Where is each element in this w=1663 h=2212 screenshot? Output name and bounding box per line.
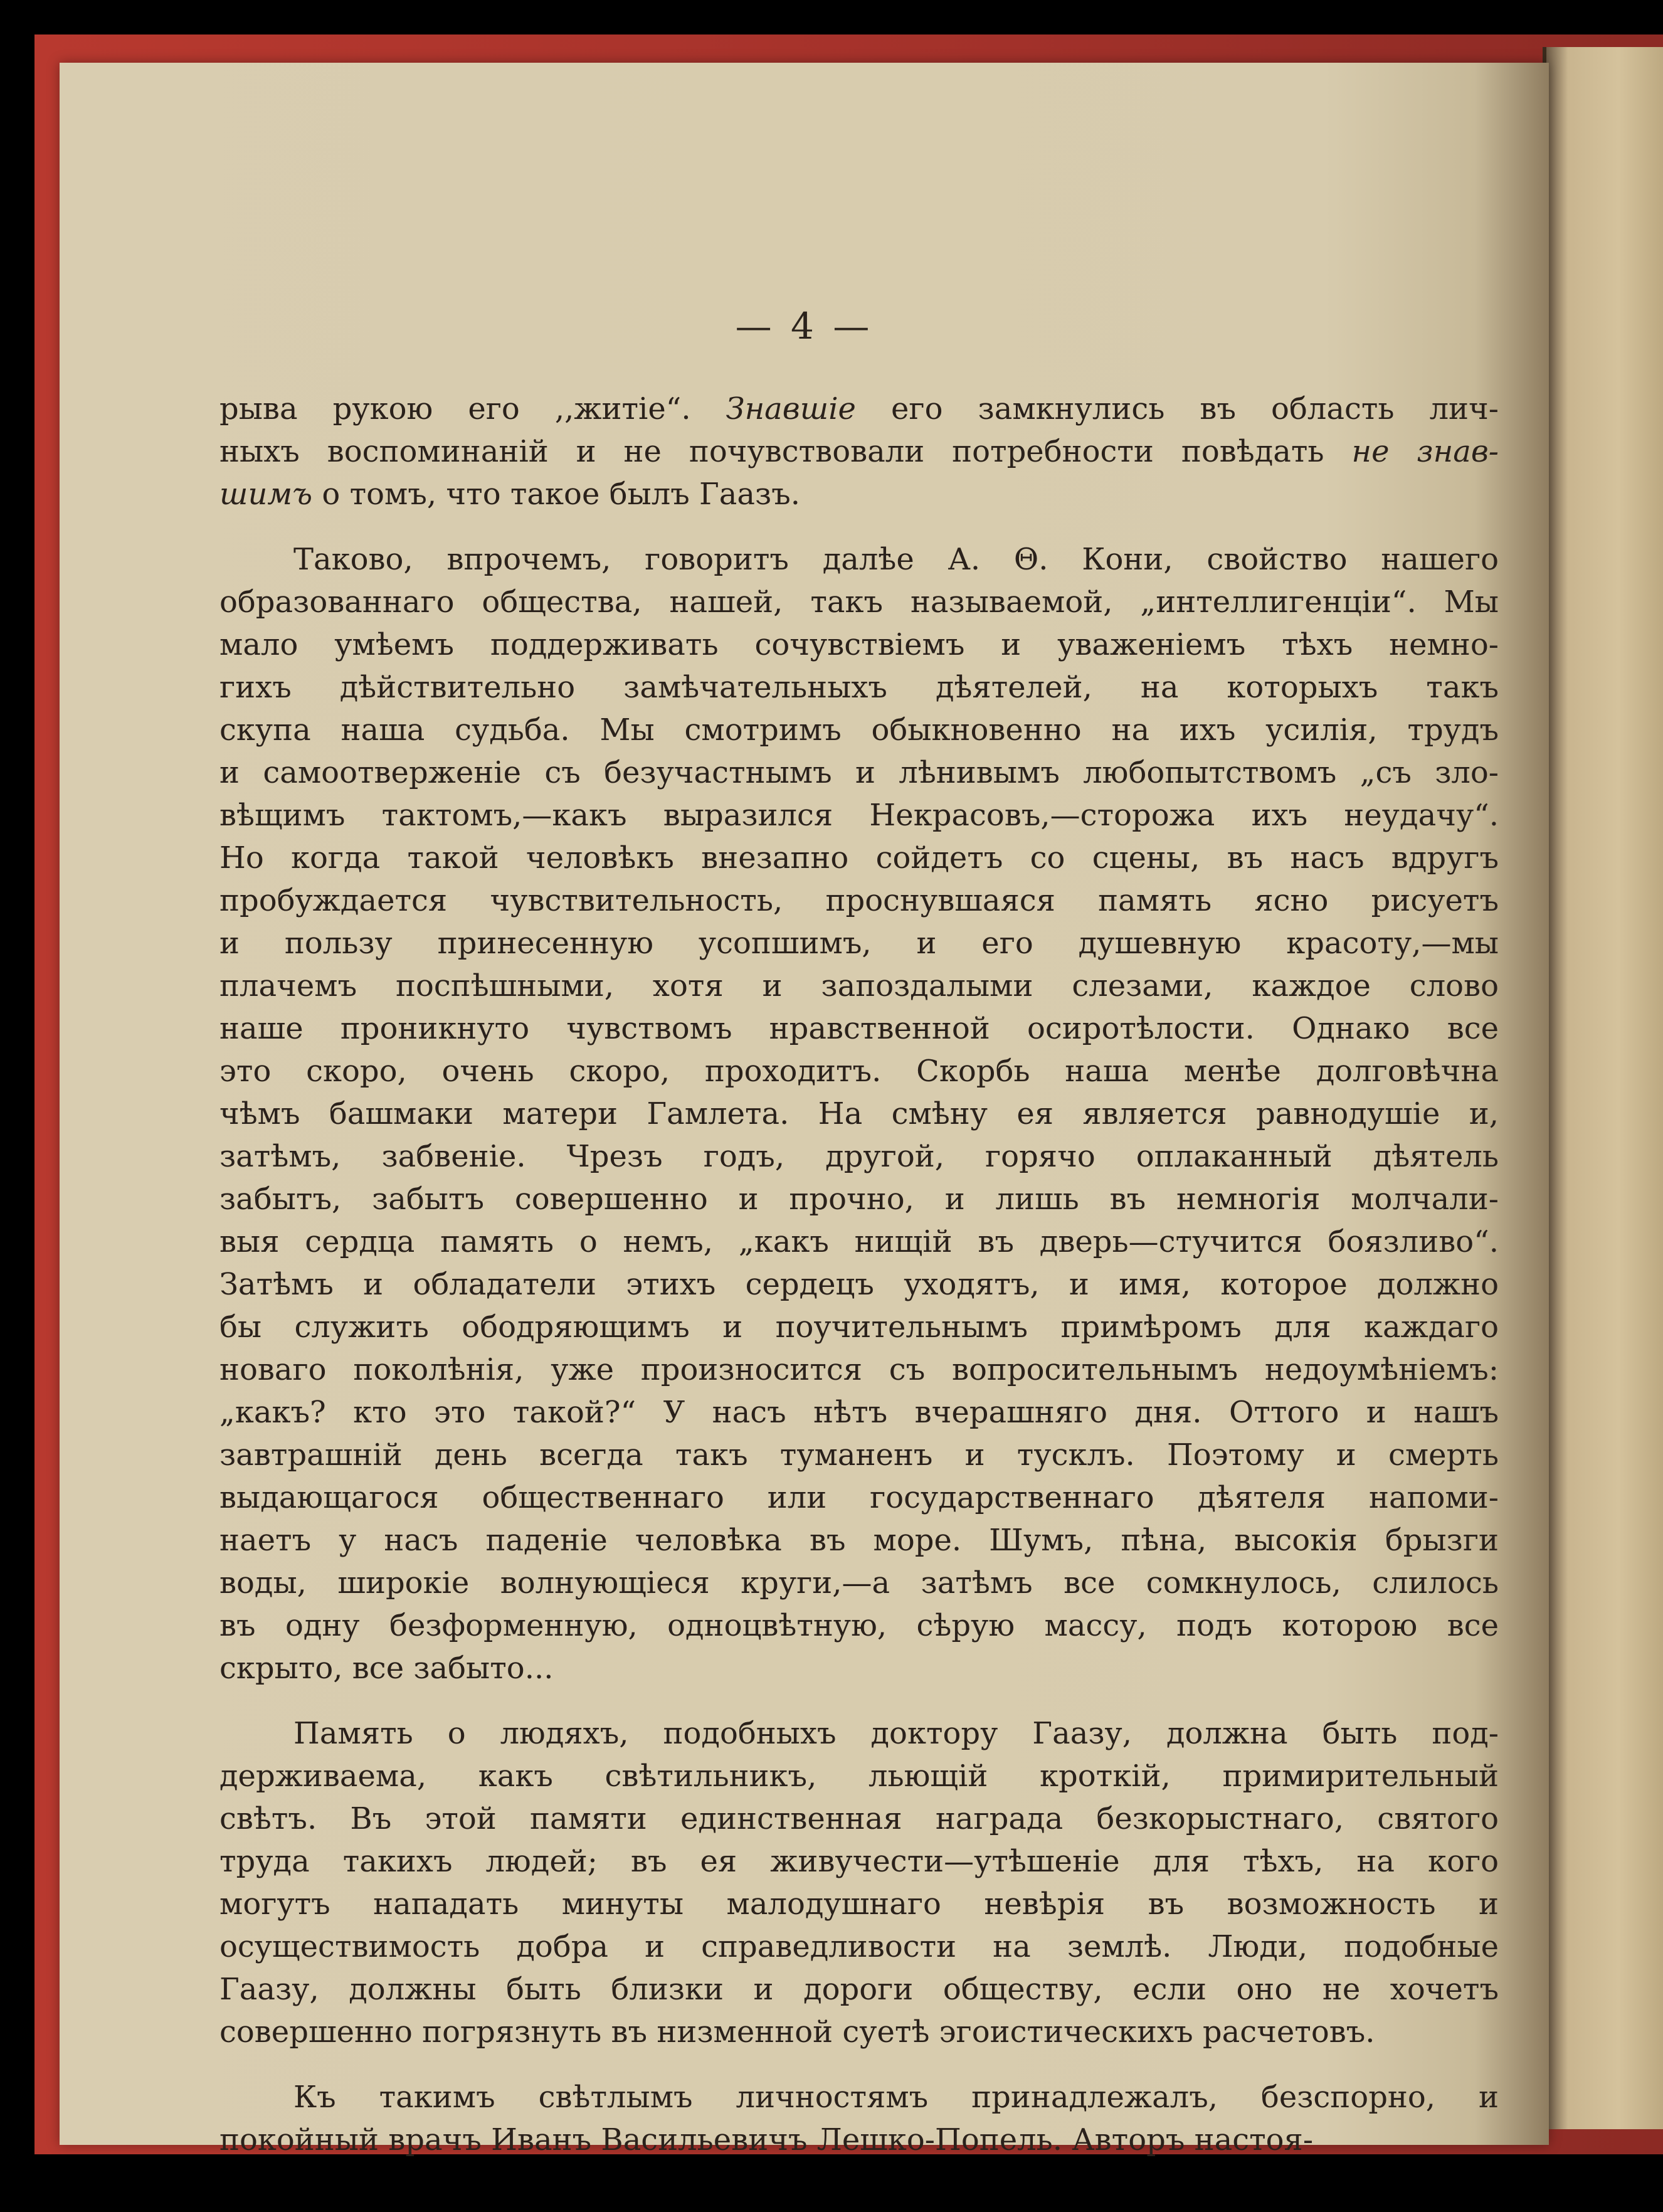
text-line — [219, 666, 1499, 709]
text-line — [219, 1348, 1499, 1391]
text-line — [219, 1712, 1499, 1755]
page-number: — 4 — — [735, 305, 874, 347]
text-run: рыва рукою его ,,житіе“. — [219, 391, 726, 426]
text-line — [219, 922, 1499, 965]
text-run: плачемъ поспѣшными, хотя и запоздалыми слезами, каждое слово — [219, 968, 1499, 1003]
text-run: держиваема, какъ свѣтильникъ, льющій кроткій, примирительный — [219, 1759, 1499, 1794]
paragraph — [219, 388, 1499, 516]
facing-page-edge — [1543, 47, 1663, 2129]
text-run: Таково, впрочемъ, говоритъ далѣе А. Θ. Кони, свойство нашего — [293, 542, 1499, 577]
text-run: гихъ дѣйствительно замѣчательныхъ дѣятелей, на которыхъ такъ — [219, 670, 1499, 705]
text-line — [219, 709, 1499, 751]
text-run: затѣмъ, забвеніе. Чрезъ годъ, другой, горячо оплаканный дѣятель — [219, 1139, 1499, 1174]
text-run: выя сердца память о немъ, „какъ нищій въ дверь—стучится боязливо“. — [219, 1224, 1499, 1259]
text-line — [219, 1797, 1499, 1840]
text-run: наше проникнуто чувствомъ нравственной осиротѣлости. Однако все — [219, 1011, 1499, 1046]
text-line — [219, 1755, 1499, 1797]
text-line — [219, 623, 1499, 666]
text-line — [219, 837, 1499, 879]
text-run: Память о людяхъ, подобныхъ доктору Гаазу, должна быть под- — [293, 1716, 1499, 1751]
book-page — [60, 63, 1549, 2157]
text-line — [219, 1519, 1499, 1562]
text-line — [219, 965, 1499, 1007]
text-run: чѣмъ башмаки матери Гамлета. На смѣну ея является равнодушіе и, — [219, 1096, 1499, 1131]
text-line — [219, 1476, 1499, 1519]
text-run: Затѣмъ и обладатели этихъ сердецъ уходятъ, и имя, которое должно — [219, 1267, 1499, 1302]
text-run: завтрашній день всегда такъ туманенъ и тусклъ. Поэтому и смерть — [219, 1437, 1499, 1473]
text-line — [219, 1135, 1499, 1178]
text-line — [219, 1647, 1499, 1690]
text-line — [219, 751, 1499, 794]
text-run: могутъ нападать минуты малодушнаго невѣрія въ возможность и — [219, 1887, 1499, 1922]
text-run: мало умѣемъ поддерживать сочувствіемъ и уваженіемъ тѣхъ немно- — [219, 627, 1499, 662]
text-run: „какъ? кто это такой?“ У насъ нѣтъ вчерашняго дня. Оттого и нашъ — [219, 1395, 1499, 1430]
paragraph-gap — [219, 516, 1499, 538]
paragraph-gap — [219, 2053, 1499, 2076]
text-line — [219, 2076, 1499, 2119]
text-line — [219, 1306, 1499, 1348]
text-run: вѣщимъ тактомъ,—какъ выразился Некрасовъ,—сторожа ихъ неудачу“. — [219, 798, 1499, 833]
text-run: свѣтъ. Въ этой памяти единственная награда безкорыстнаго, святого — [219, 1801, 1499, 1836]
italic-text-run: не знав- — [1351, 434, 1499, 469]
text-run: въ одну безформенную, одноцвѣтную, сѣрую массу, подъ которою все — [219, 1608, 1499, 1643]
text-line — [219, 1434, 1499, 1476]
paragraph-gap — [219, 1690, 1499, 1712]
text-run: пробуждается чувствительность, проснувшаяся память ясно рисуетъ — [219, 883, 1499, 918]
text-run: воды, широкіе волнующіеся круги,—а затѣмъ все сомкнулось, слилось — [219, 1565, 1499, 1601]
text-line — [219, 1093, 1499, 1135]
text-line — [219, 794, 1499, 837]
body-text — [219, 388, 1499, 2161]
text-run: новаго поколѣнія, уже произносится съ вопросительнымъ недоумѣніемъ: — [219, 1352, 1499, 1387]
text-run: покойный врачъ Иванъ Васильевичъ Лешко-Попель. Авторъ настоя- — [219, 2122, 1314, 2157]
text-run: осуществимость добра и справедливости на землѣ. Люди, подобные — [219, 1929, 1499, 1964]
text-line — [219, 1604, 1499, 1647]
text-line — [219, 879, 1499, 922]
text-line — [219, 1968, 1499, 2011]
text-line — [219, 1391, 1499, 1434]
text-run: скупа наша судьба. Мы смотримъ обыкновенно на ихъ усилія, трудъ — [219, 712, 1499, 748]
text-run: бы служить ободряющимъ и поучительнымъ примѣромъ для каждаго — [219, 1310, 1499, 1345]
text-run: Гаазу, должны быть близки и дороги обществу, если оно не хочетъ — [219, 1972, 1499, 2007]
text-line — [219, 1925, 1499, 1968]
text-run: труда такихъ людей; въ ея живучести—утѣшеніе для тѣхъ, на кого — [219, 1844, 1499, 1879]
text-line — [219, 388, 1499, 430]
text-run: его замкнулись въ область лич- — [855, 391, 1499, 426]
text-line — [219, 1007, 1499, 1050]
text-line — [219, 1050, 1499, 1093]
text-run: ныхъ воспоминаній и не почувствовали потребности повѣдать — [219, 434, 1352, 469]
text-run: совершенно погрязнуть въ низменной суетѣ эгоистическихъ расчетовъ. — [219, 2014, 1375, 2050]
text-line — [219, 473, 1499, 516]
text-line — [219, 2119, 1499, 2161]
text-line — [219, 581, 1499, 623]
text-run: это скоро, очень скоро, проходитъ. Скорбь наша менѣе долговѣчна — [219, 1054, 1499, 1089]
paragraph — [219, 1712, 1499, 2053]
paragraph — [219, 2076, 1499, 2161]
paragraph — [219, 538, 1499, 1690]
text-line — [219, 2011, 1499, 2053]
text-run: и самоотверженіе съ безучастнымъ и лѣнивымъ любопытствомъ „съ зло- — [219, 755, 1499, 790]
text-run: Но когда такой человѣкъ внезапно сойдетъ со сцены, въ насъ вдругъ — [219, 840, 1499, 876]
text-run: и пользу принесенную усопшимъ, и его душевную красоту,—мы — [219, 926, 1499, 961]
italic-text-run: шимъ — [219, 477, 313, 512]
text-line — [219, 538, 1499, 581]
text-line — [219, 1883, 1499, 1925]
text-line — [219, 1562, 1499, 1604]
text-run: образованнаго общества, нашей, такъ называемой, „интеллигенціи“. Мы — [219, 585, 1499, 620]
text-line — [219, 1220, 1499, 1263]
text-line — [219, 1263, 1499, 1306]
italic-text-run: Знавшіе — [726, 391, 856, 426]
text-line — [219, 1840, 1499, 1883]
text-run: скрыто, все забыто... — [219, 1651, 554, 1686]
text-line — [219, 430, 1499, 473]
text-run: о томъ, что такое былъ Гаазъ. — [312, 477, 800, 512]
text-line — [219, 1178, 1499, 1220]
text-run: выдающагося общественнаго или государственнаго дѣятеля напоми- — [219, 1480, 1499, 1515]
text-run: Къ такимъ свѣтлымъ личностямъ принадлежалъ, безспорно, и — [293, 2080, 1499, 2115]
text-run: забытъ, забытъ совершенно и прочно, и лишь въ немногія молчали- — [219, 1182, 1499, 1217]
text-run: наетъ у насъ паденіе человѣка въ море. Шумъ, пѣна, высокія брызги — [219, 1523, 1499, 1558]
